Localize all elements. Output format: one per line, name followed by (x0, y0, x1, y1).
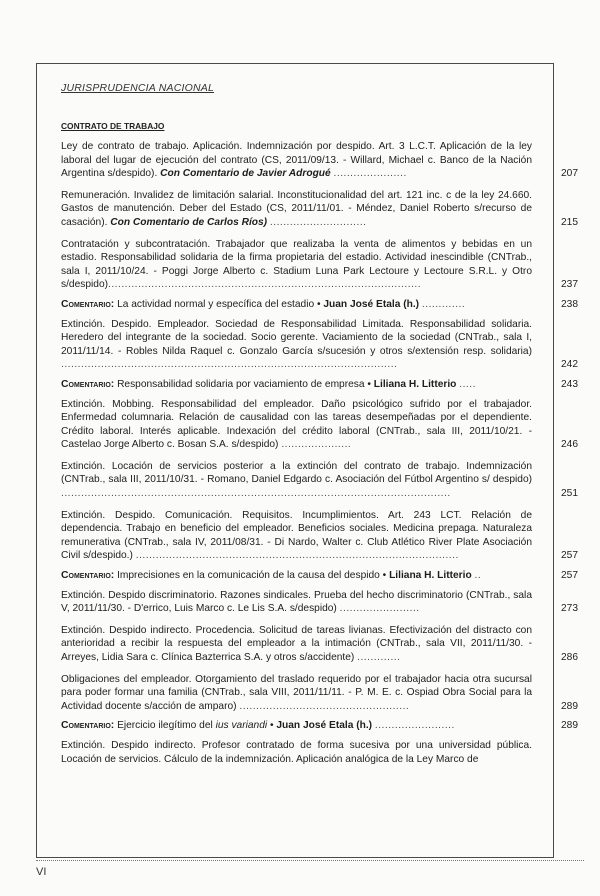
page-number: 273 (561, 603, 578, 615)
comment-label: Comentario: (61, 720, 115, 732)
dot-leader: .. (474, 570, 482, 582)
dot-leader: ............. (357, 652, 401, 663)
comment-text: La actividad normal y específica del estadio • (114, 298, 324, 310)
page-number: 215 (561, 216, 578, 228)
dot-leader: ..................................................................................................... (61, 359, 398, 371)
dot-leader: ............................. (269, 216, 367, 228)
entry-text: Extinción. Despido. Comunicación. Requisitos. Incumplimientos. Art. 243 LCT. Relación de dependencia. Trabajo en beneficio del empleador. Beneficios sociales. Medicina prepaga. Naturaleza remunerativa (CNTrab., sala IV, 2011/08/31. - Di Nardo, Walter c. Club Atlético River Plate Asociación Civil s/despido.) (61, 509, 532, 562)
entry-author: Con Comentario de Carlos Ríos) (110, 216, 268, 228)
comment-text-2: • (267, 720, 277, 732)
entry-text: Extinción. Despido indirecto. Procedencia. Solicitud de tareas livianas. Efectivización del distracto con anterioridad a recibir la respuesta del empleador a la intimación (CNTrab., sala VII, 2011/11/30. - Arreyes, Lidia Sara c. Clínica Bazterrica S.A. y otros s/accidente) (61, 624, 532, 663)
entry-text: Remuneración. Invalidez de limitación salarial. Inconstitucionalidad del art. 121 inc. c de la ley 24.660. Gastos de manutención. Deber del Estado (CS, 2011/11/01. - Méndez, Daniel Roberto s/recurso de casación). (61, 189, 532, 228)
page-number: 243 (561, 378, 578, 390)
page-number: 207 (561, 168, 578, 180)
comment-italic: ius variandi (215, 720, 268, 732)
toc-comment (61, 378, 578, 392)
entry-text: Extinción. Locación de servicios posterior a la extinción del contrato de trabajo. Indemnización (CNTrab., sala III, 2011/10/31. - Romano, Daniel Edgardo c. Asociación del Fútbol Argentino s/ despido) (61, 460, 532, 486)
toc-entry (61, 509, 578, 563)
toc-entry (61, 739, 578, 766)
dot-leader: ...................... (333, 168, 407, 180)
page-number: 251 (561, 488, 578, 500)
toc-entry (61, 624, 578, 665)
comment-author: Liliana H. Litterio (373, 378, 457, 390)
toc-comment (61, 569, 578, 583)
toc-entry (61, 398, 578, 452)
toc-entry (61, 460, 578, 501)
comment-label: Comentario: (61, 298, 115, 310)
footer-rule (36, 860, 584, 861)
comment-label: Comentario: (61, 570, 115, 582)
toc-entry (61, 140, 578, 181)
page-number: 257 (561, 570, 578, 582)
comment-label: Comentario: (61, 378, 115, 390)
comment-author: Liliana H. Litterio (389, 570, 472, 582)
toc-entry (61, 189, 578, 230)
entry-text: Obligaciones del empleador. Otorgamiento del traslado requerido por el trabajador hacia otra sucursal para poder formar una familia (CNTrab., sala VIII, 2011/11/11. - P. M. E. c. Ospiad Obra Social para la Actividad docente s/acción de amparo) (61, 673, 532, 712)
page-number: 289 (561, 720, 578, 732)
dot-leader: ........................ (339, 603, 420, 615)
comment-author: Juan José Etala (h.) (323, 298, 420, 310)
dot-leader: ..... (459, 378, 476, 390)
toc-entry (61, 673, 578, 714)
entry-author: Con Comentario de Javier Adrogué (160, 168, 331, 180)
comment-text: Imprecisiones en la comunicación de la causa del despido • (114, 570, 390, 582)
comment-text: Responsabilidad solidaria por vaciamiento de empresa • (114, 378, 374, 390)
toc-entry (61, 318, 578, 372)
page-number: 246 (561, 439, 578, 451)
dot-leader: ................................................... (239, 700, 410, 712)
dot-leader: .............................................................................................. (108, 279, 422, 291)
toc-comment (61, 719, 578, 733)
section-title: JURISPRUDENCIA NACIONAL (61, 82, 214, 94)
entry-text: Extinción. Despido indirecto. Profesor contratado de forma sucesiva por una universidad pública. Locación de servicios. Cálculo de la indemnización. Aplicación analógica de la Ley Marco de (61, 739, 532, 765)
entry-text: Ley de contrato de trabajo. Aplicación. Indemnización por despido. Art. 3 L.C.T. Aplicación de la ley laboral del lugar de ejecución del contrato (CS, 2011/09/13. - Willard, Michael c. Banco de la Nación Argentina s/despido). (61, 141, 532, 180)
dot-leader: ........................ (374, 720, 455, 732)
dot-leader: ..................... (281, 439, 352, 451)
toc-comment (61, 298, 578, 312)
entry-text: Extinción. Despido. Empleador. Sociedad de Responsabilidad Limitada. Responsabilidad solidaria. Heredero del integrante de la sociedad. Socio gerente. Vaciamiento de la sociedad (CNTrab., sala I, 2011/11/14. - Robles Nilda Raquel c. Gonzalo García s/sucesión y otros s/extensión resp. solidaria) (61, 318, 532, 357)
page-number: 286 (561, 652, 578, 663)
entry-text: Extinción. Despido discriminatorio. Razones sindicales. Prueba del hecho discriminatorio (CNTrab., sala V, 2011/11/30. - D'errico, Luis Marco c. Le Lis S.A. s/despido) (61, 589, 532, 615)
comment-text: Ejercicio ilegítimo del (114, 720, 216, 732)
toc-entries (61, 140, 578, 766)
toc-entry (61, 589, 578, 616)
toc-entry (61, 238, 578, 292)
dot-leader: ............. (421, 298, 466, 310)
dot-leader: ..................................................................................................................... (61, 488, 451, 500)
page-number: 257 (561, 550, 578, 562)
dot-leader: ................................................................................................. (135, 550, 459, 562)
page-folio: VI (36, 866, 47, 878)
page-number: 289 (561, 700, 578, 712)
subsection-title: CONTRATO DE TRABAJO (61, 121, 165, 131)
page-number: 237 (561, 279, 578, 291)
entry-text: Extinción. Mobbing. Responsabilidad del empleador. Daño psicológico sufrido por el trabajador. Enfermedad columnaria. Relación de causalidad con las tareas desempeñadas por el dependiente. Crédito laboral. Interés aplicable. Indexación del crédito laboral (CNTrab., sala III, 2011/10/21. - Castelao Jorge Alberto c. Bosan S.A. s/despido) (61, 398, 532, 451)
page-number: 242 (561, 359, 578, 371)
comment-author: Juan José Etala (h.) (276, 720, 373, 732)
page-number: 238 (561, 298, 578, 310)
entry-text: Contratación y subcontratación. Trabajador que realizaba la venta de alimentos y bebidas en un estadio. Responsabilidad solidaria de la firma propietaria del estadio. Actividad inescindible (CNTrab., sala I, 2011/10/24. - Poggi Jorge Alberto c. Stadium Luna Park Lectoure y Lectoure S.R.L. y Otro s/despido) (61, 238, 532, 291)
